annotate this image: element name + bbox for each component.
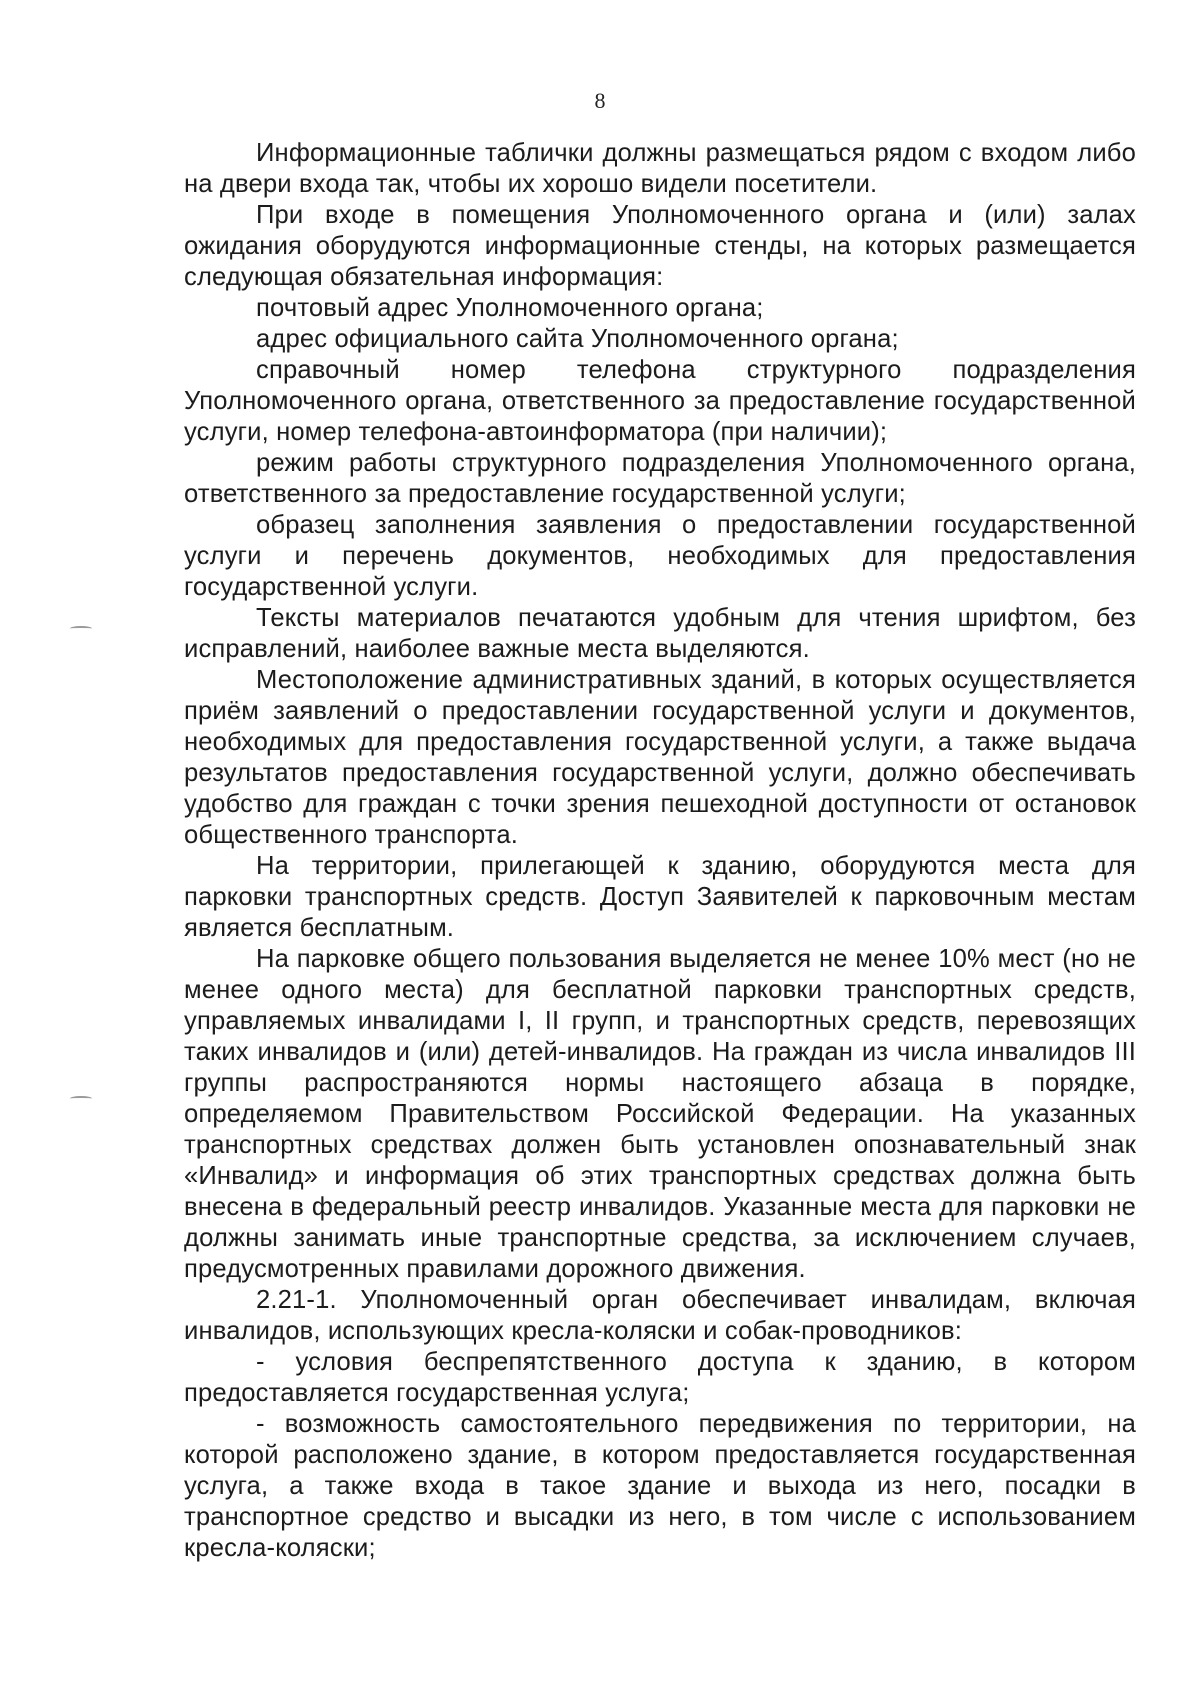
list-item: адрес официального сайта Уполномоченного органа;: [256, 325, 899, 353]
list-item: - условия беспрепятственного доступа к зданию, в котором предоставляется государственная услуга;: [184, 1348, 1136, 1407]
paragraph: 2.21-1. Уполномоченный орган обеспечивает инвалидам, включая инвалидов, использующих кресла-коляски и собак-проводников:: [184, 1286, 1136, 1345]
paragraph: При входе в помещения Уполномоченного органа и (или) залах ожидания оборудуются информационные стенды, на которых размещается следующая обязательная информация:: [184, 201, 1136, 291]
margin-mark: [70, 626, 92, 631]
list-item: образец заполнения заявления о предоставлении государственной услуги и перечень документов, необходимых для предоставления государственной услуги.: [184, 511, 1136, 601]
list-item: режим работы структурного подразделения Уполномоченного органа, ответственного за предоставление государственной услуги;: [184, 449, 1136, 508]
document-body: [184, 138, 1136, 1564]
list-item: почтовый адрес Уполномоченного органа;: [256, 294, 764, 322]
margin-mark: [70, 1096, 92, 1101]
list-item: справочный номер телефона структурного подразделения Уполномоченного органа, ответственного за предоставление государственной услуги, номер телефона-автоинформатора (при наличии);: [184, 356, 1136, 446]
list-item: - возможность самостоятельного передвижения по территории, на которой расположено здание, в котором предоставляется государственная услуга, а также входа в такое здание и выхода из него, посадки в транспортное средство и высадки из него, в том числе с использованием кресла-коляски;: [184, 1410, 1136, 1562]
paragraph: На парковке общего пользования выделяется не менее 10% мест (но не менее одного места) для бесплатной парковки транспортных средств, управляемых инвалидами I, II групп, и транспортных средств, перевозящих таких инвалидов и (или) детей-инвалидов. На граждан из числа инвалидов III группы распространяются нормы настоящего абзаца в порядке, определяемом Правительством Российской Федерации. На указанных транспортных средствах должен быть установлен опознавательный знак «Инвалид» и информация об этих транспортных средствах должна быть внесена в федеральный реестр инвалидов. Указанные места для парковки не должны занимать иные транспортные средства, за исключением случаев, предусмотренных правилами дорожного движения.: [184, 945, 1136, 1283]
paragraph: Местоположение административных зданий, в которых осуществляется приём заявлений о предоставлении государственной услуги и документов, необходимых для предоставления государственной услуги, а также выдача результатов предоставления государственной услуги, должно обеспечивать удобство для граждан с точки зрения пешеходной доступности от остановок общественного транспорта.: [184, 666, 1136, 849]
page-number: 8: [594, 88, 606, 113]
paragraph: На территории, прилегающей к зданию, оборудуются места для парковки транспортных средств. Доступ Заявителей к парковочным местам является бесплатным.: [184, 852, 1136, 942]
paragraph: Информационные таблички должны размещаться рядом с входом либо на двери входа так, чтобы их хорошо видели посетители.: [184, 139, 1136, 198]
paragraph: Тексты материалов печатаются удобным для чтения шрифтом, без исправлений, наиболее важные места выделяются.: [184, 604, 1136, 663]
